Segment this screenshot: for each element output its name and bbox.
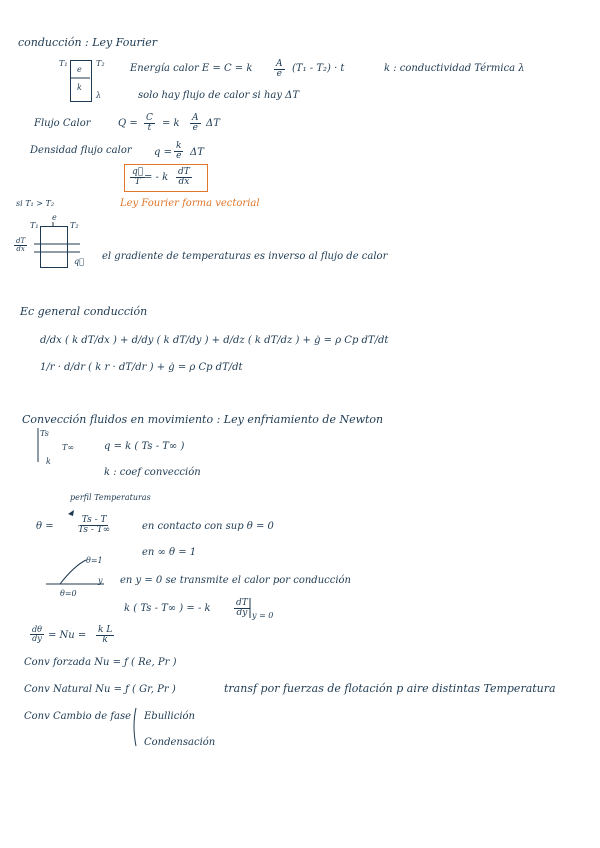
profile-theta1: θ=1 (86, 556, 103, 565)
gradient-dtdx-den: dx (16, 245, 25, 254)
flujo-delta: ΔT (206, 118, 220, 129)
conveccion-tinf: T∞ (62, 443, 74, 452)
conv-cambio-fase: Conv Cambio de fase (24, 711, 132, 722)
ebullicion-label: Ebullición (144, 711, 195, 722)
transmite-note: en y = 0 se transmite el calor por conducción (120, 575, 352, 586)
conveccion-ts: Ts (40, 429, 49, 438)
gradient-e: e (52, 213, 57, 222)
nu-den: k (102, 635, 108, 646)
profile-theta0: θ=0 (60, 589, 77, 598)
densidad-k-den: e (176, 151, 182, 162)
cond-num: dT (236, 598, 248, 608)
vector-rhs-den: dx (178, 177, 190, 188)
conv-forzada: Conv forzada Nu = ƒ ( Re, Pr ) (24, 657, 177, 668)
perfil-label: perfil Temperaturas (70, 493, 151, 502)
gradient-condition: si T₁ > T₂ (16, 199, 55, 208)
vector-lhs-den: T (134, 177, 141, 188)
fourier-vector-note: Ley Fourier forma vectorial (120, 198, 260, 209)
slab-label-t1: T₁ (59, 59, 68, 68)
conveccion-title: Convección fluidos en movimiento : Ley enfriamiento de Newton (22, 413, 384, 426)
conduction-boundary-sub: y = 0 (252, 611, 274, 620)
conv-natural-note: transf por fuerzas de flotación p aire distintas Temperatura (224, 682, 556, 695)
conv-natural: Conv Natural Nu = ƒ ( Gr, Pr ) (24, 684, 176, 695)
general-eq-cylindrical: 1/r · d/dr ( k r · dT/dr ) + ġ = ρ Cp dT/dt (40, 362, 243, 373)
conductivity-definition: k : conductividad Térmica λ (384, 63, 525, 74)
conveccion-k: k (46, 457, 51, 466)
theta-den: Ts - T∞ (78, 525, 111, 536)
condensacion-label: Condensación (144, 737, 216, 748)
flujo-q-num: C (146, 113, 153, 123)
vector-eq: = - k (144, 172, 169, 183)
nu-eq: = Nu = (48, 630, 87, 641)
slab-label-lambda: λ (96, 91, 102, 100)
gradient-t2: T₂ (70, 221, 79, 230)
general-eq-cartesian: d/dx ( k dT/dx ) + d/dy ( k dT/dy ) + d/dz ( k dT/dz ) + ġ = ρ Cp dT/dt (40, 335, 389, 346)
flujo-k-den: e (192, 123, 198, 134)
energy-frac-den: e (276, 69, 282, 80)
energy-equation: Energía calor E = C = k (130, 63, 253, 74)
flujo-eq2: = k (162, 118, 180, 129)
flujo-k-num: A (192, 113, 199, 123)
profile-y: y (98, 576, 103, 585)
vector-rhs-num: dT (178, 167, 190, 177)
arrow-heads (68, 510, 74, 516)
flujo-label: Flujo Calor (34, 118, 91, 129)
energy-frac-num: A (276, 59, 283, 69)
nu-lhs-num: dθ (32, 625, 42, 634)
densidad-delta: ΔT (190, 147, 204, 158)
only-flow-note: solo hay flujo de calor si hay ΔT (138, 90, 300, 101)
theta-num: Ts - T (81, 515, 107, 525)
slab-label-e: e (77, 65, 82, 74)
general-title: Ec general conducción (20, 305, 148, 318)
slab-label-t2: T₂ (96, 59, 105, 68)
flujo-q-eq: Q = (118, 118, 138, 129)
densidad-k-num: k (176, 141, 182, 151)
gradient-t1: T₁ (30, 221, 39, 230)
slab-label-k: k (77, 83, 82, 92)
flujo-q-den: t (147, 123, 152, 134)
vector-lhs-num: q⃗ (132, 167, 144, 177)
energy-equation-tail: (T₁ - T₂) · t (292, 63, 345, 74)
gradient-q: q⃗ (74, 257, 84, 266)
theta-contacto: en contacto con sup θ = 0 (142, 521, 274, 532)
conduction-boundary-eq: k ( Ts - T∞ ) = - k (124, 603, 211, 614)
theta-infinity: en ∞ θ = 1 (142, 547, 197, 558)
conveccion-coef: k : coef convección (104, 467, 201, 478)
gradient-dtdx-num: dT (16, 237, 26, 245)
densidad-label: Densidad flujo calor (30, 145, 132, 156)
nu-num: k L (98, 625, 113, 635)
cond-den: dy (236, 608, 248, 619)
gradient-statement: el gradiente de temperaturas es inverso al flujo de calor (102, 251, 388, 262)
section-title-conduccion: conducción : Ley Fourier (18, 36, 158, 49)
nu-lhs-den: dy (32, 634, 42, 644)
densidad-q-eq: q = (154, 147, 172, 158)
conveccion-q-eq: q = k ( Ts - T∞ ) (104, 441, 185, 452)
theta-label: θ = (36, 521, 54, 532)
